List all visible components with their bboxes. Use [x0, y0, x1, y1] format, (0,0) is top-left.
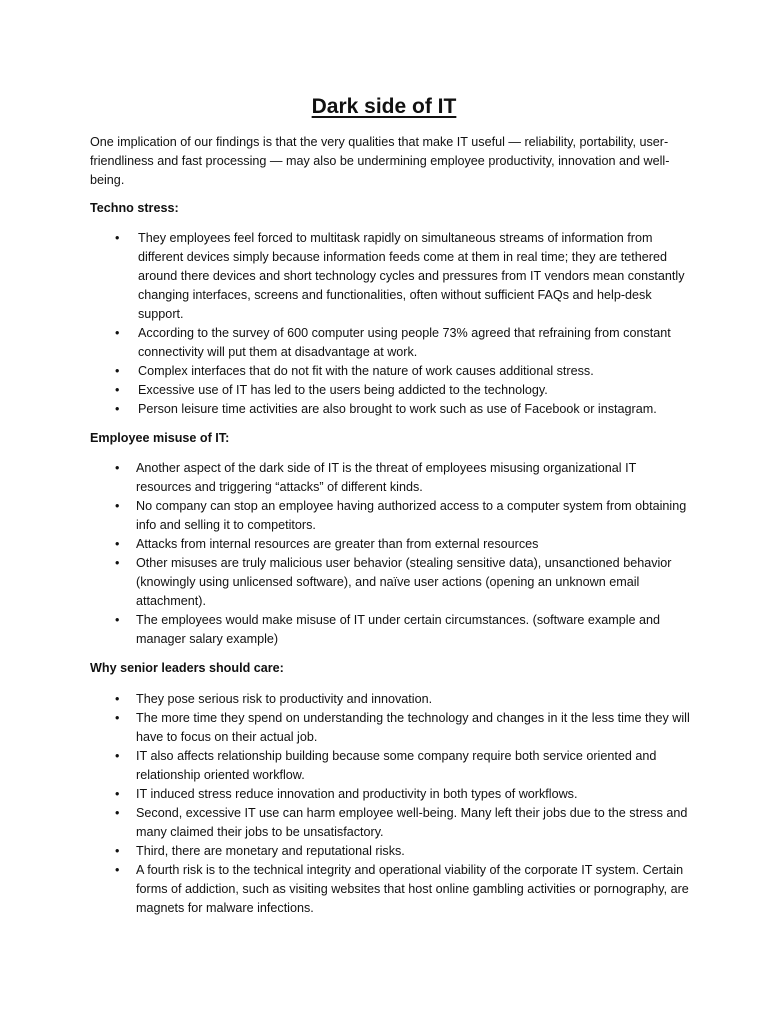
bullet-icon: • [115, 556, 120, 570]
list-item-text: The employees would make misuse of IT under certain circumstances. (software example and manager salary example) [136, 613, 661, 646]
bullet-icon: • [115, 863, 120, 877]
bullet-icon: • [115, 806, 120, 820]
list-item-text: No company can stop an employee having authorized access to a computer system from obtaining info and selling it to competitors. [136, 499, 687, 532]
list-item-text: Excessive use of IT has led to the users being addicted to the technology. [138, 383, 548, 397]
list-item [90, 690, 690, 709]
list-item [90, 229, 690, 324]
list-item [90, 362, 690, 381]
bullet-list-senior-leaders [90, 690, 690, 918]
list-item-text: Second, excessive IT use can harm employee well-being. Many left their jobs due to the stress and many claimed their jobs to be unsatisfactory. [136, 806, 688, 839]
bullet-icon: • [115, 461, 120, 475]
list-item-text: Other misuses are truly malicious user behavior (stealing sensitive data), unsanctioned behavior (knowingly using unlicensed software), and naïve user actions (opening an unknown email attachment). [136, 556, 672, 608]
list-item [90, 861, 690, 918]
list-item [90, 400, 690, 419]
bullet-icon: • [115, 749, 120, 763]
document-title: Dark side of IT [311, 95, 457, 118]
list-item [90, 785, 690, 804]
bullet-icon: • [115, 537, 120, 551]
list-item-text: IT also affects relationship building because some company require both service oriented and relationship oriented workflow. [136, 749, 657, 782]
list-item-text: They employees feel forced to multitask rapidly on simultaneous streams of information from different devices simply because information feeds come at them in real time; they are tethered around there devices and short technology cycles and pressures from IT vendors mean constantly changing interfaces, screens and functionalities, often without sufficient FAQs and help-desk support. [138, 231, 685, 321]
list-item-text: Attacks from internal resources are greater than from external resources [136, 537, 539, 551]
list-item [90, 497, 690, 535]
list-item-text: A fourth risk is to the technical integrity and operational viability of the corporate IT system. Certain forms of addiction, such as visiting websites that host online gambling activities or pornography, are magnets for malware infections. [136, 863, 689, 915]
list-item-text: They pose serious risk to productivity and innovation. [136, 692, 433, 706]
bullet-icon: • [115, 787, 120, 801]
list-item [90, 381, 690, 400]
list-item [90, 747, 690, 785]
list-item [90, 554, 690, 611]
section-heading-techno-stress: Techno stress: [90, 201, 179, 215]
bullet-icon: • [115, 383, 120, 397]
bullet-icon: • [115, 613, 120, 627]
bullet-icon: • [115, 692, 120, 706]
bullet-icon: • [115, 231, 120, 245]
bullet-list-employee-misuse [90, 459, 690, 649]
bullet-icon: • [115, 364, 120, 378]
list-item [90, 804, 690, 842]
bullet-icon: • [115, 499, 120, 513]
bullet-icon: • [115, 326, 120, 340]
bullet-icon: • [115, 711, 120, 725]
intro-paragraph: One implication of our findings is that the very qualities that make IT useful — reliability, portability, user-friendliness and fast processing — may also be undermining employee productivity, innovation and well-being. [90, 135, 670, 187]
list-item-text: The more time they spend on understanding the technology and changes in it the less time they will have to focus on their actual job. [136, 711, 690, 744]
list-item-text: According to the survey of 600 computer using people 73% agreed that refraining from constant connectivity will put them at disadvantage at work. [138, 326, 671, 359]
bullet-icon: • [115, 844, 120, 858]
list-item-text: Third, there are monetary and reputational risks. [136, 844, 405, 858]
section-heading-employee-misuse: Employee misuse of IT: [90, 431, 230, 445]
bullet-icon: • [115, 402, 120, 416]
list-item [90, 611, 690, 649]
list-item-text: Complex interfaces that do not fit with the nature of work causes additional stress. [138, 364, 594, 378]
list-item [90, 459, 690, 497]
list-item [90, 709, 690, 747]
list-item [90, 535, 690, 554]
bullet-list-techno-stress [90, 229, 690, 419]
list-item-text: Person leisure time activities are also brought to work such as use of Facebook or instagram. [138, 402, 657, 416]
list-item-text: Another aspect of the dark side of IT is the threat of employees misusing organizational IT resources and triggering “attacks” of different kinds. [136, 461, 637, 494]
list-item-text: IT induced stress reduce innovation and productivity in both types of workflows. [136, 787, 578, 801]
section-heading-senior-leaders: Why senior leaders should care: [90, 661, 284, 675]
list-item [90, 842, 690, 861]
list-item [90, 324, 690, 362]
